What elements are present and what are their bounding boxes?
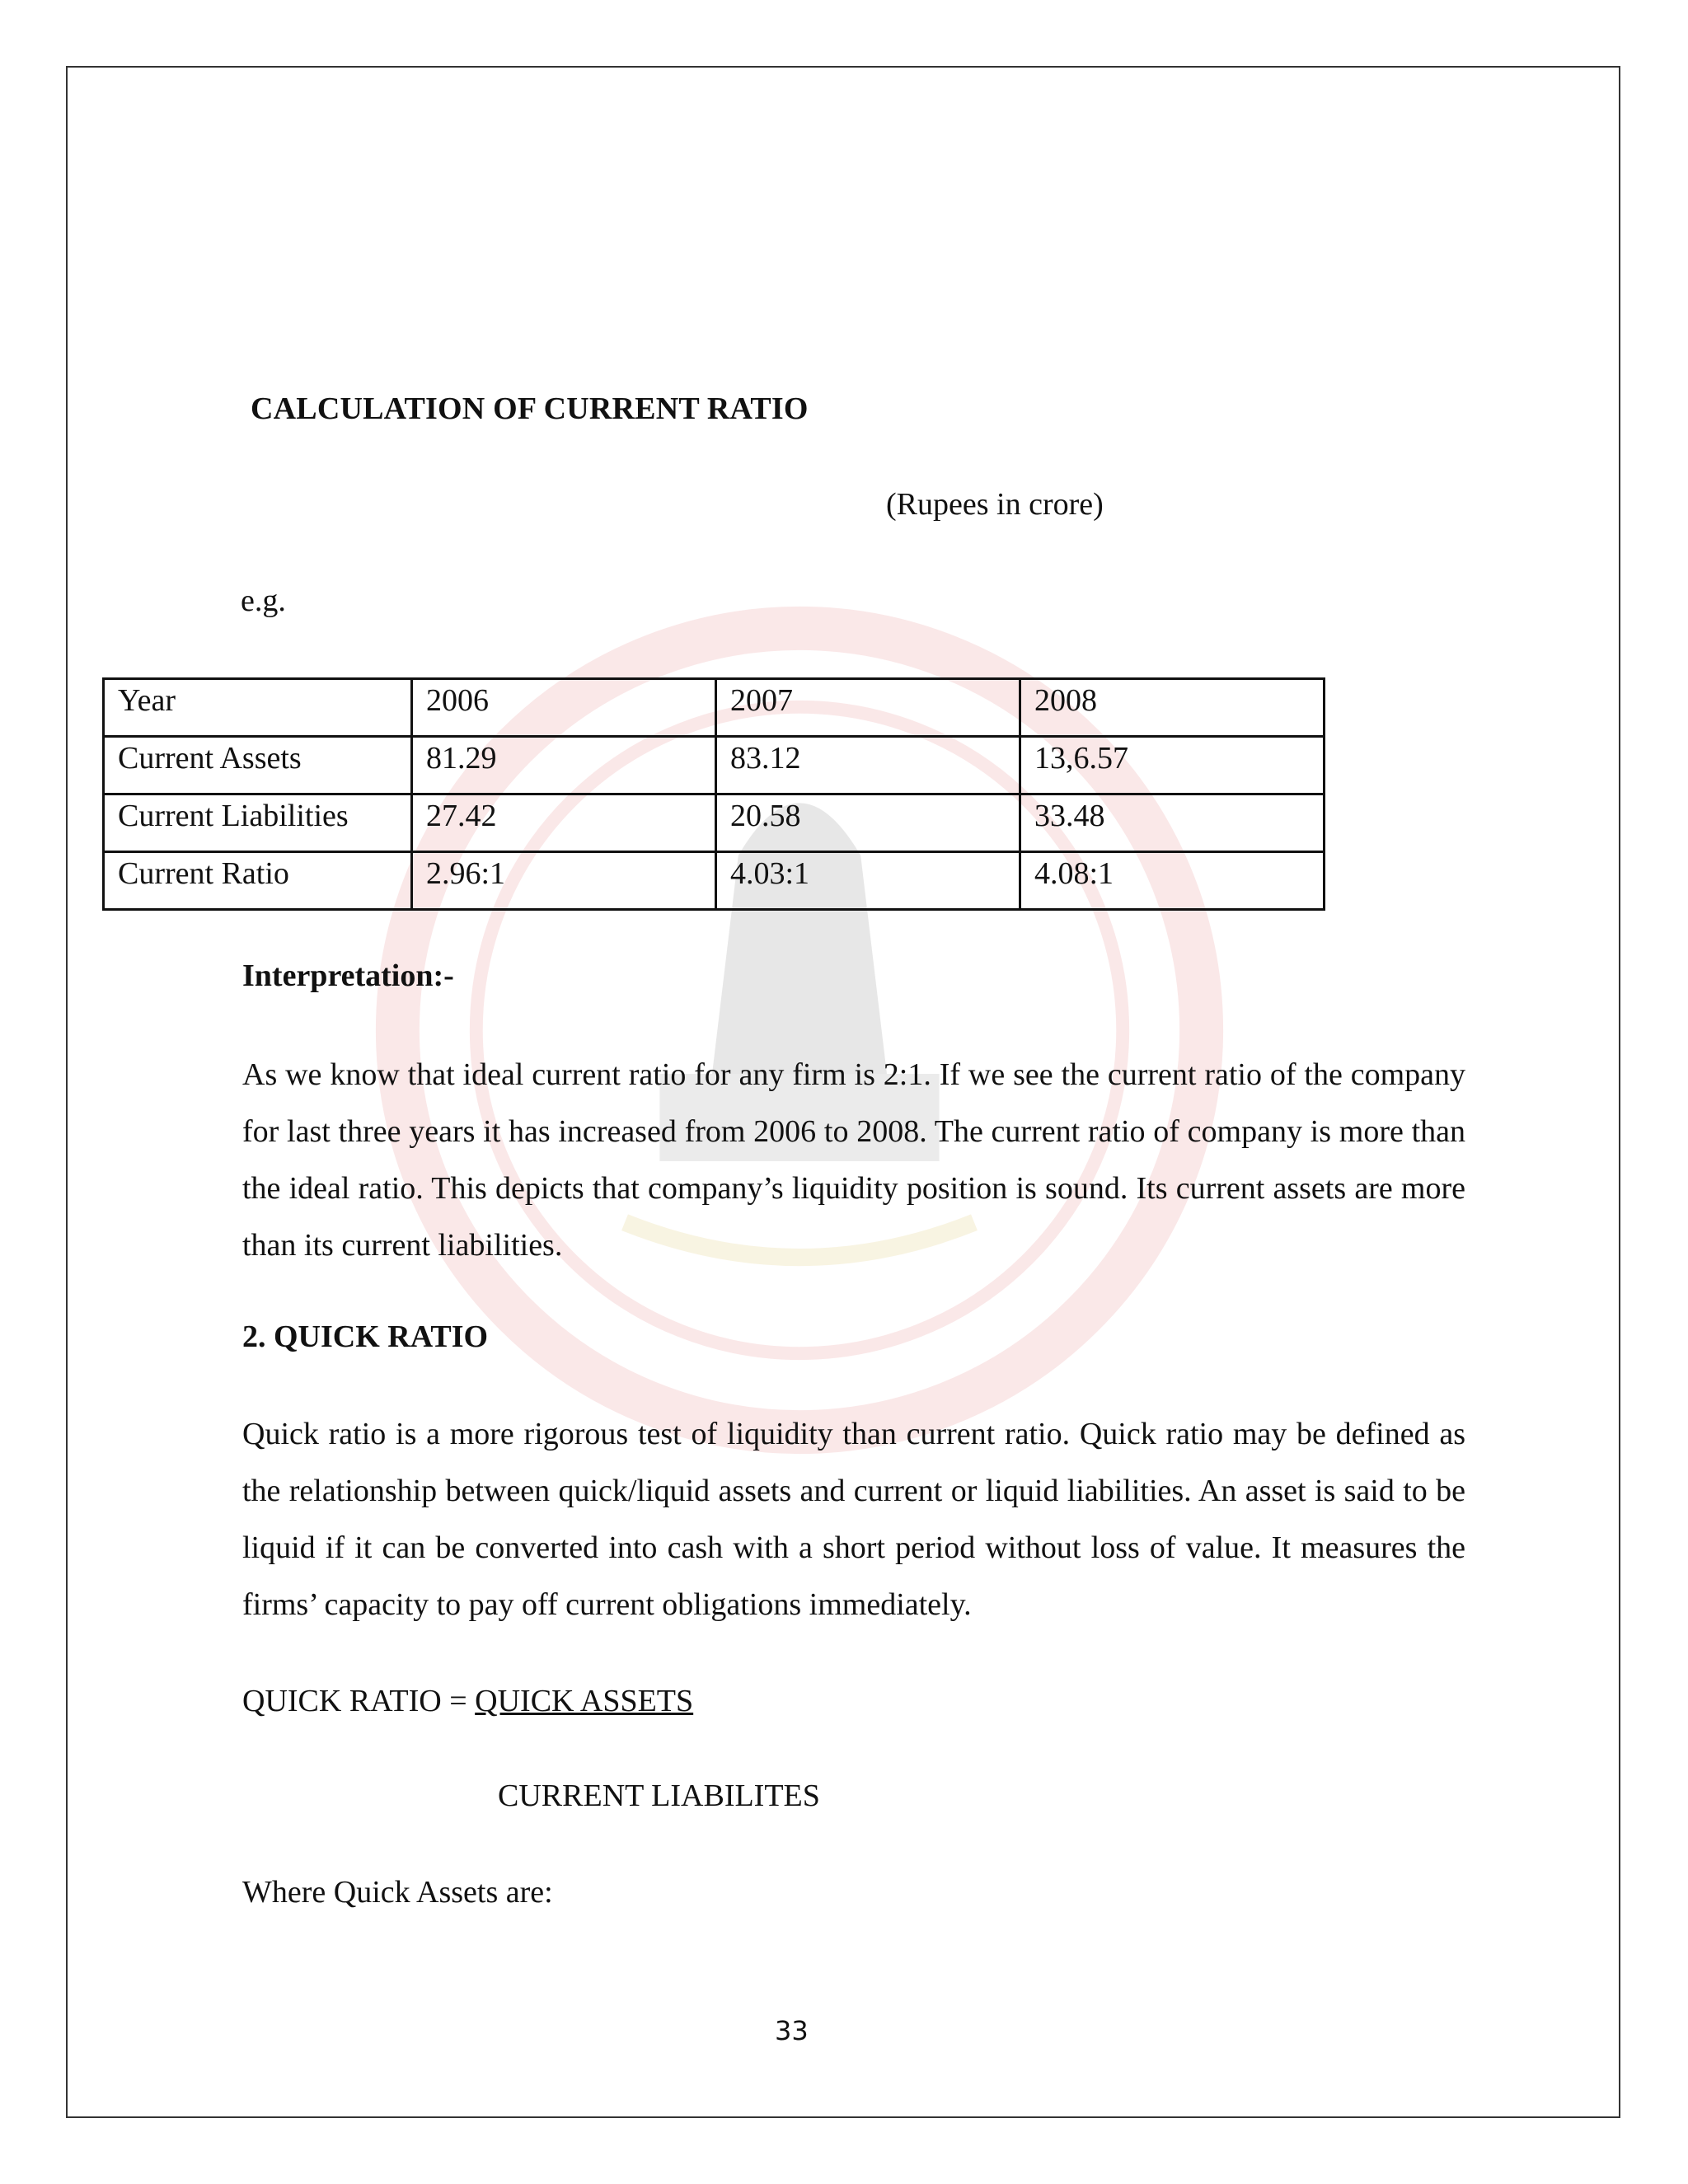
table-row xyxy=(104,852,1325,910)
table-cell: 13,6.57 xyxy=(1020,737,1325,794)
formula-denominator: CURRENT LIABILITES xyxy=(498,1779,820,1813)
table-cell: Current Liabilities xyxy=(104,794,412,852)
formula-numerator: QUICK ASSETS xyxy=(475,1684,694,1718)
interpretation-paragraph: As we know that ideal current ratio for any firm is 2:1. If we see the current ratio of the company for last three years it has increased from 2006 to 2008. The current ratio of company is more than the ideal ratio. This depicts that company’s liquidity position is sound. Its current assets are more than its current liabilities. xyxy=(242,1057,1465,1263)
quick-assets-intro: Where Quick Assets are: xyxy=(242,1875,553,1910)
table-cell: 27.42 xyxy=(412,794,716,852)
page-number: 33 xyxy=(775,2015,809,2046)
table-row xyxy=(104,737,1325,794)
formula-lhs: QUICK RATIO = xyxy=(242,1684,476,1718)
table-cell: 81.29 xyxy=(412,737,716,794)
quick-ratio-heading: 2. QUICK RATIO xyxy=(242,1319,489,1354)
table-row xyxy=(104,794,1325,852)
table-cell: 2.96:1 xyxy=(412,852,716,910)
table-cell: 2008 xyxy=(1020,679,1325,737)
interpretation-heading: Interpretation:- xyxy=(242,958,454,993)
quick-ratio-paragraph: Quick ratio is a more rigorous test of liquidity than current ratio. Quick ratio may be defined as the relationship between quick/liquid assets and current or liquid liabilities. An asset is said to be liquid if it can be converted into cash with a short period without loss of value. It measures the firms’ capacity to pay off current obligations immediately. xyxy=(242,1417,1465,1622)
table-cell: 33.48 xyxy=(1020,794,1325,852)
table-row xyxy=(104,679,1325,737)
table-cell: 2007 xyxy=(716,679,1020,737)
table-cell: 83.12 xyxy=(716,737,1020,794)
table-cell: Current Assets xyxy=(104,737,412,794)
table-cell: Current Ratio xyxy=(104,852,412,910)
table-cell: 4.08:1 xyxy=(1020,852,1325,910)
table-cell: 2006 xyxy=(412,679,716,737)
table-cell: Year xyxy=(104,679,412,737)
section-title: CALCULATION OF CURRENT RATIO xyxy=(251,391,809,426)
current-ratio-table xyxy=(102,677,1325,911)
formula-line xyxy=(242,1683,693,1719)
example-label: e.g. xyxy=(241,583,286,618)
unit-note: (Rupees in crore) xyxy=(886,487,1104,522)
table-cell: 20.58 xyxy=(716,794,1020,852)
table-cell: 4.03:1 xyxy=(716,852,1020,910)
